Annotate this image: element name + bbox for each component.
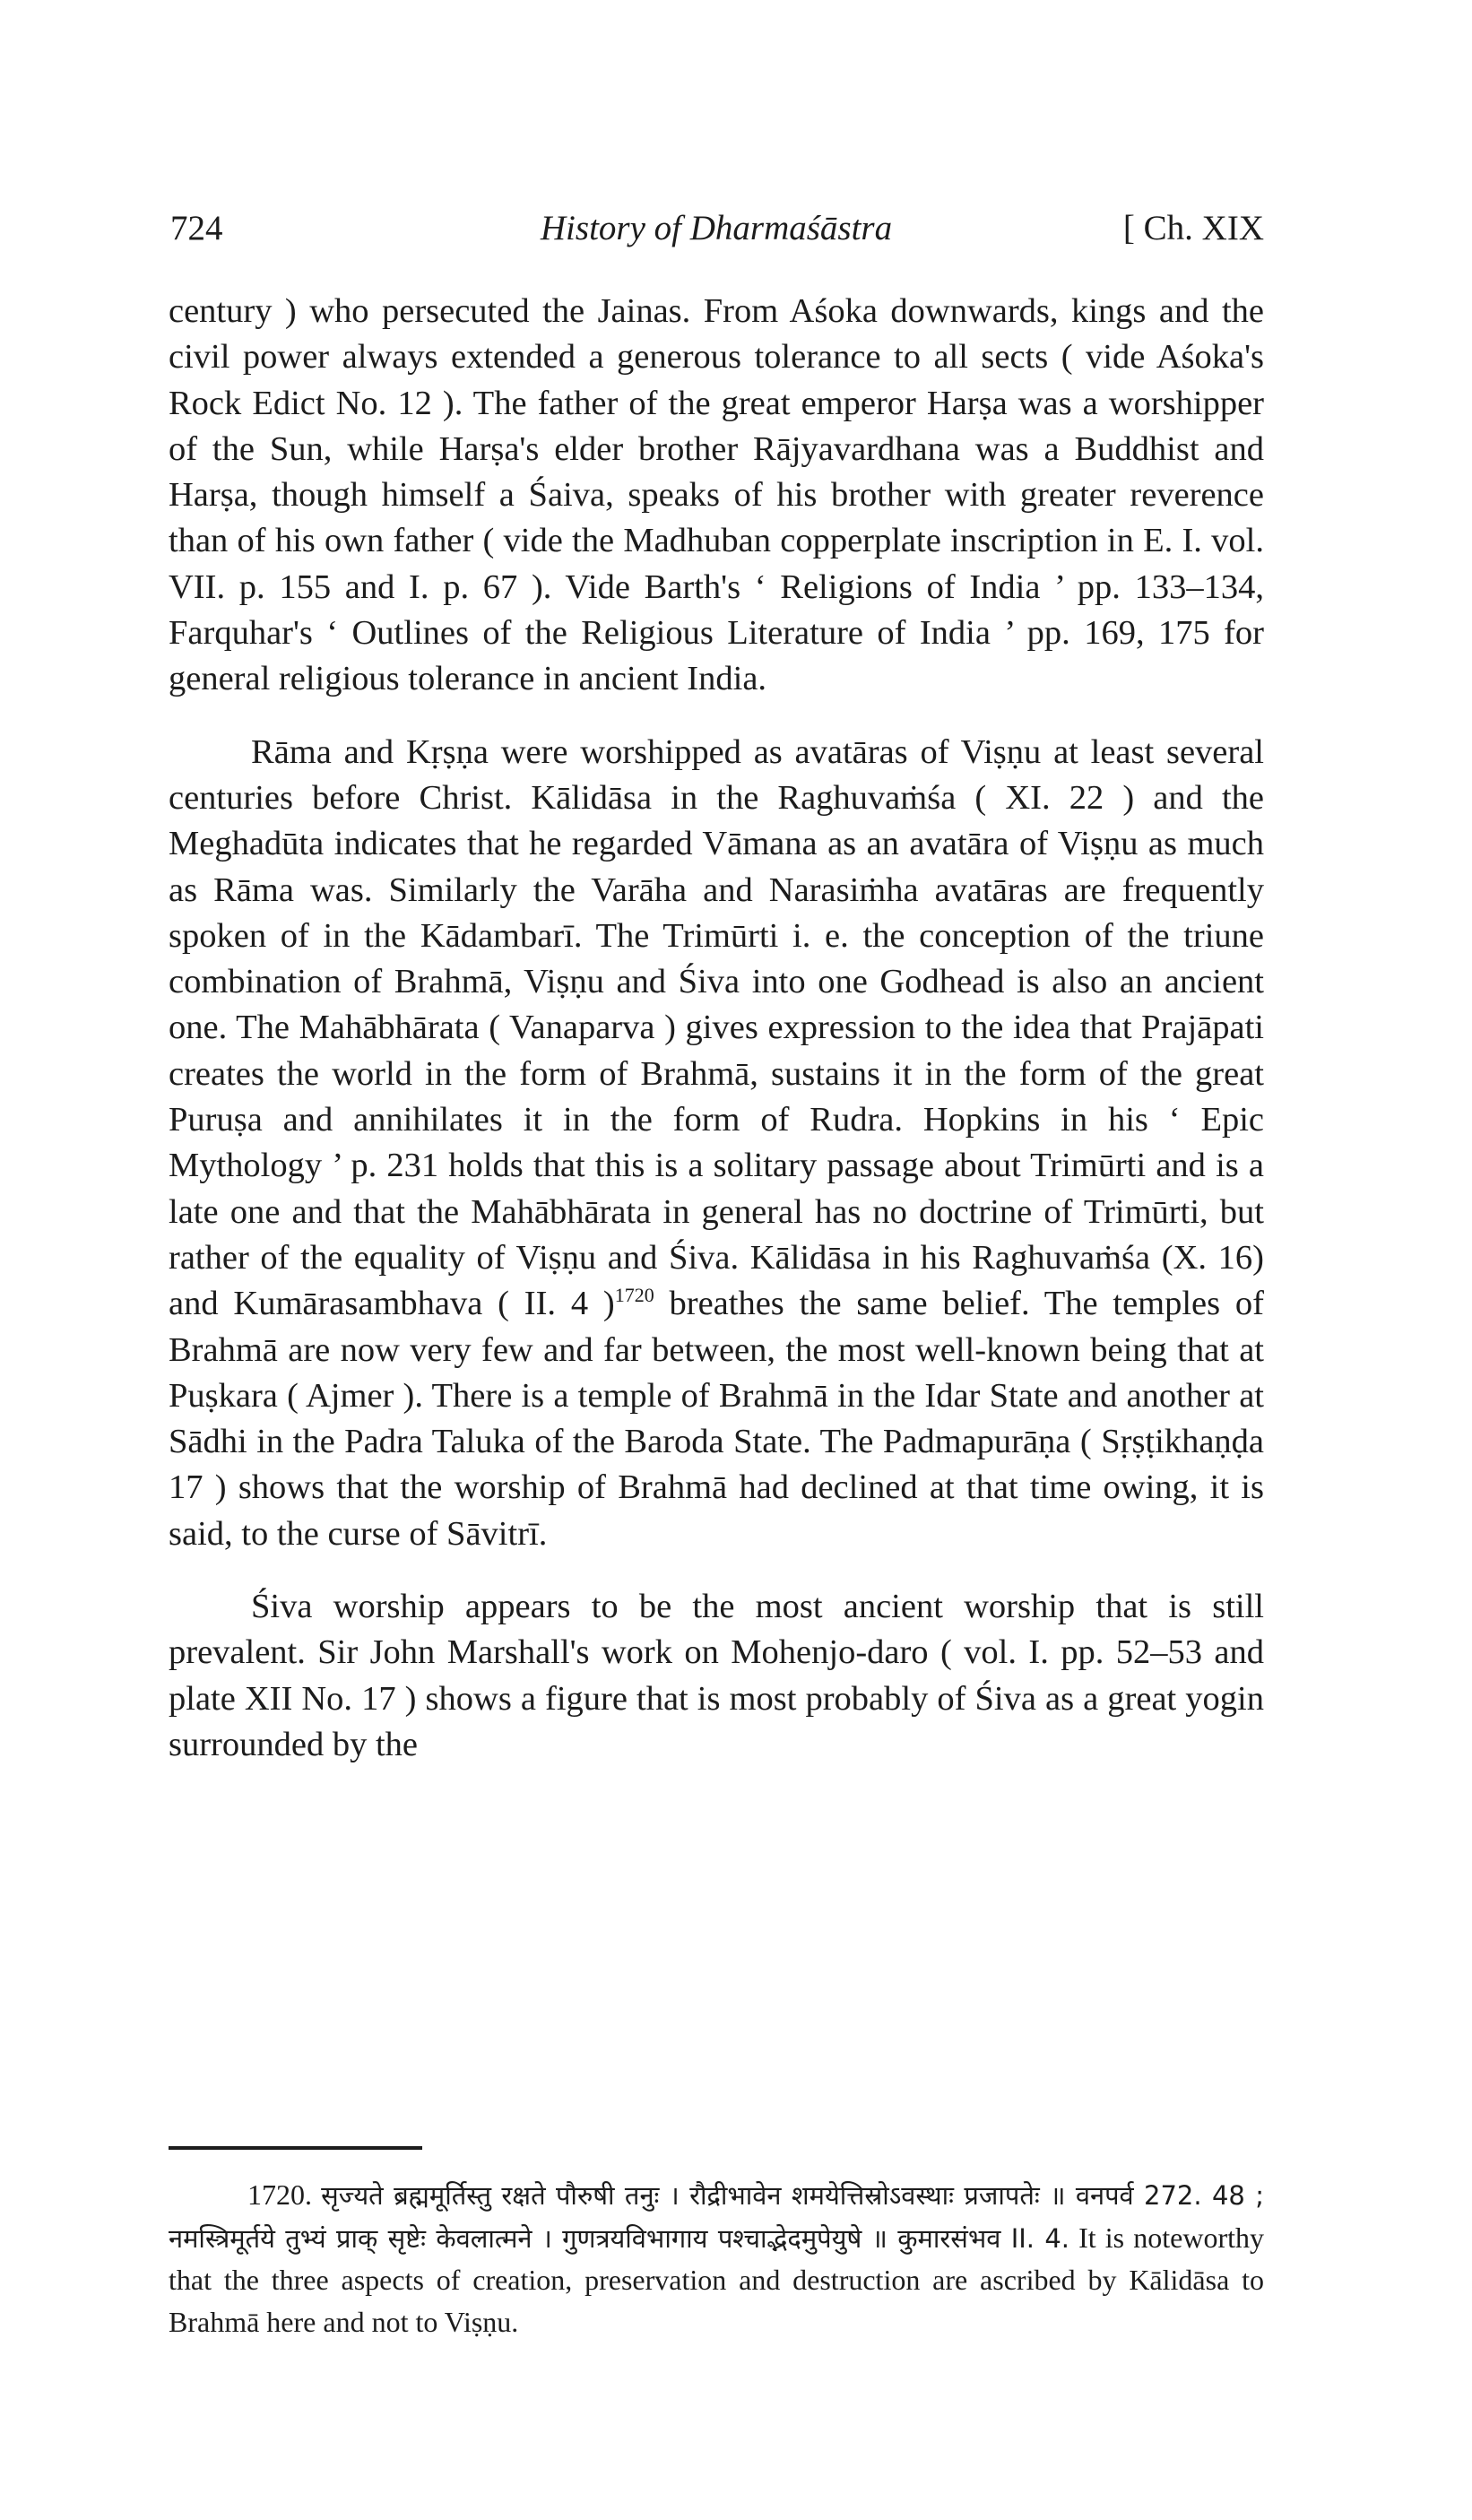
footnote-divider xyxy=(169,2146,422,2150)
page-number: 724 xyxy=(170,209,223,247)
page-header xyxy=(169,208,1264,262)
running-title: History of Dharmaśāstra xyxy=(540,209,893,247)
paragraph-2-head: Rāma and Kṛṣṇa were worshipped as avatāras of Viṣṇu at least several centuries before Christ. Kālidāsa in the Raghuvaṁśa ( XI. 22 ) and the Meghadūta indicates that he regarded Vāmana as an avatāra of Viṣṇu as much as Rāma was. Similarly the Varāha and Narasiṁha avatāras are frequently spoken of in the Kādambarī. The Trimūrti i. e. the conception of the triune combination of Brahmā, Viṣṇu and Śiva into one Godhead is also an ancient one. The Mahābhārata ( Vanaparva ) gives expression to the idea that Prajāpati creates the world in the form of Brahmā, sustains it in the form of the great Puruṣa and annihilates it in the form of Rudra. Hopkins in his ‘ Epic Mythology ’ p. 231 holds that this is a solitary passage about Trimūrti and is a late one and that the Mahābhārata in general has no doctrine of Trimūrti, but rather of the equality of Viṣṇu and Śiva. Kālidāsa in his Raghuvaṁśa (X. 16) and Kumārasambhava ( II. 4 ) xyxy=(169,732,1264,1323)
paragraph-2-tail: breathes the same belief. The temples of Brahmā are now very few and far between, the most well-known being that at Puṣkara ( Ajmer ). There is a temple of Brahmā in the Idar State and another at Sādhi in the Padra Taluka of the Baroda State. The Padmapurāṇa ( Sṛṣṭikhaṇḍa 17 ) shows that the worship of Brahmā had declined at that time owing, it is said, to the curse of Sāvitrī. xyxy=(169,1285,1265,1553)
paragraph-3: Śiva worship appears to be the most ancient worship that is still prevalent. Sir John Marshall's work on Mohenjo-daro ( vol. I. pp. 52–53 and plate XII No. 17 ) shows a figure that is most probably of Śiva as a great yogin surrounded by the xyxy=(169,1588,1264,1763)
footnote-sanskrit: सृज्यते ब्रह्ममूर्तिस्तु रक्षते पौरुषी तनुः । रौद्रीभावेन शमयेत्तिस्रोऽवस्थाः प्रजापतेः ॥ वनपर्व 272. 48 ; नमस्त्रिमूर्तये तुभ्यं प्राक् सृष्टेः केवलात्मने । गुणत्रयविभागाय पश्चाद्भेदमुपेयुषे ॥ कुमारसंभव II. 4. xyxy=(169,2180,1264,2254)
paragraph-1: century ) who persecuted the Jainas. From Aśoka downwards, kings and the civil power always extended a generous tolerance to all sects ( vide Aśoka's Rock Edict No. 12 ). The father of the great emperor Harṣa was a worshipper of the Sun, while Harṣa's elder brother Rājyavardhana was a Buddhist and Harṣa, though himself a Śaiva, speaks of his brother with greater reverence than of his own father ( vide the Madhuban copperplate inscription in E. I. vol. VII. p. 155 and I. p. 67 ). Vide Barth's ‘ Religions of India ’ pp. 133–134, Farquhar's ‘ Outlines of the Religious Literature of India ’ pp. 169, 175 for general religious tolerance in ancient India. xyxy=(169,292,1264,698)
footnote xyxy=(169,2174,1264,2342)
paragraph-2 xyxy=(169,730,1264,1557)
main-text xyxy=(169,289,1264,1768)
footnote-english: It is noteworthy that the three aspects of creation, preservation and destruction are ascribed by Kālidāsa to Brahmā here and not to Viṣṇu. xyxy=(169,2221,1265,2338)
footnote-number: 1720. xyxy=(247,2178,312,2211)
document-page xyxy=(169,0,1264,2520)
footnote-reference[interactable]: 1720 xyxy=(614,1284,654,1307)
chapter-label: [ Ch. XIX xyxy=(1122,209,1264,247)
